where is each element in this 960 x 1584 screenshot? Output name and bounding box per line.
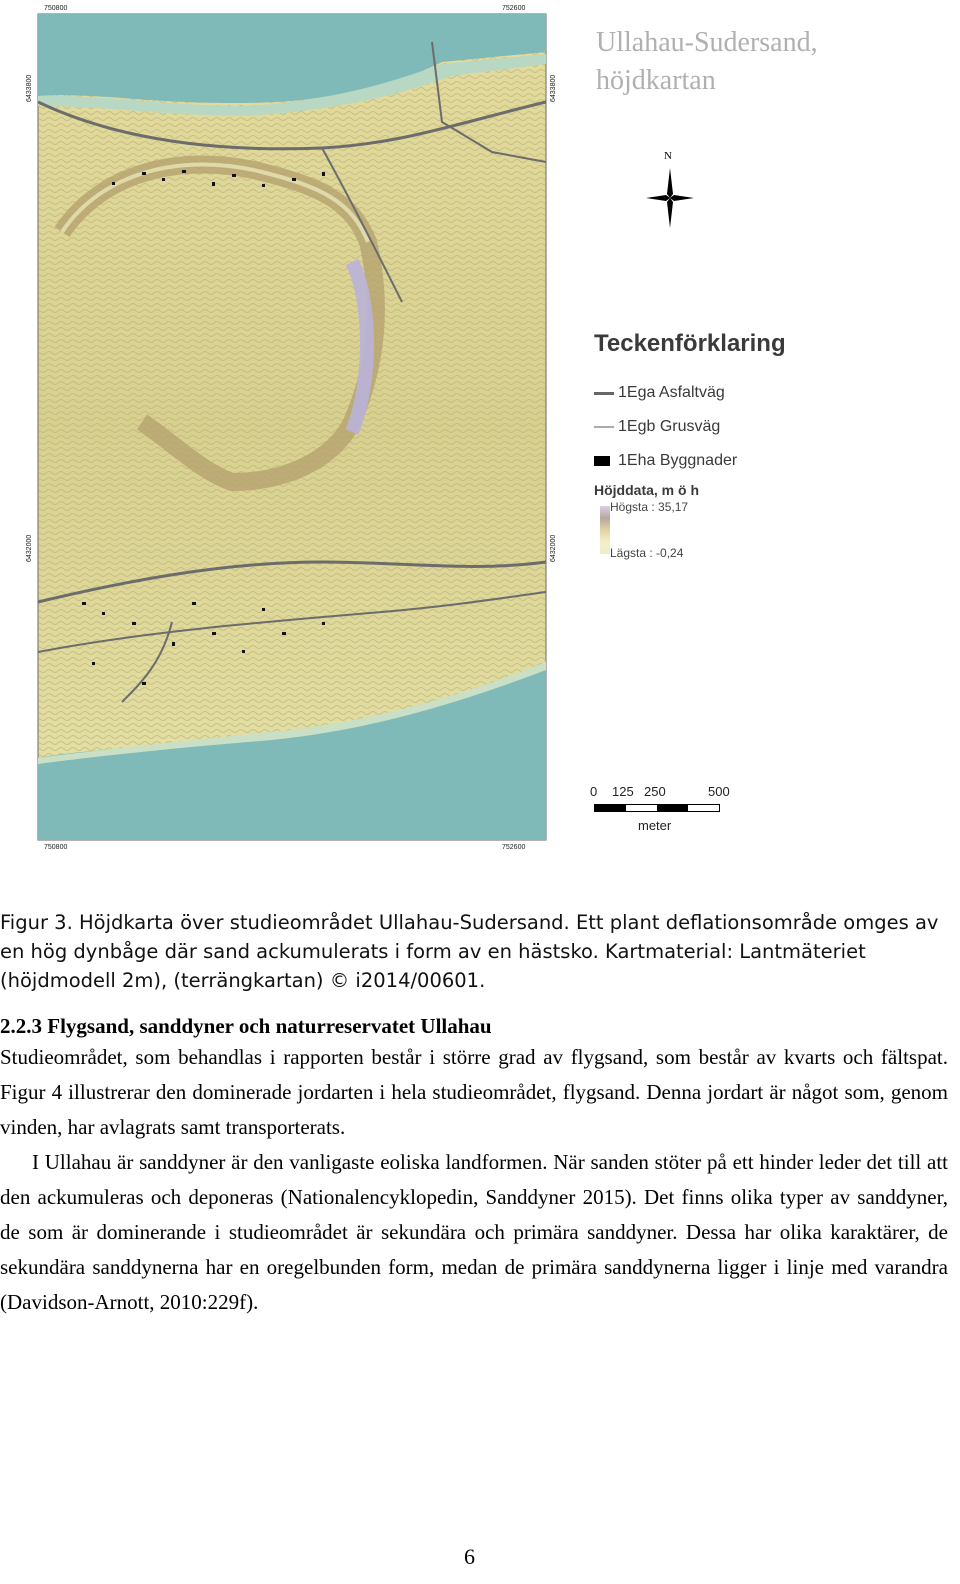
height-highest: Högsta : 35,17: [610, 500, 689, 514]
scale-tick-0: 0: [590, 784, 598, 799]
height-map: [22, 2, 560, 858]
map-title: Ullahau-Sudersand, höjdkartan: [596, 27, 818, 96]
body-text: [0, 1040, 948, 1320]
legend-item-asfalt: 1Ega Asfaltväg: [594, 376, 914, 410]
coord-bottom-left: 750800: [44, 844, 68, 851]
height-data-title: Höjddata, m ö h: [594, 482, 699, 498]
legend-item-grus: 1Egb Grusväg: [594, 410, 914, 444]
section-heading: 2.2.3 Flygsand, sanddyner och naturreservatet Ullahau: [0, 1014, 492, 1038]
coord-bottom-right: 752600: [502, 844, 526, 851]
scale-bar-graphic-icon: [594, 804, 720, 812]
height-lowest: Lägsta : -0,24: [610, 546, 684, 560]
map-legend: [594, 330, 914, 562]
legend-item-byggnader: 1Eha Byggnader: [594, 444, 914, 478]
scale-tick-125: 125: [612, 784, 634, 799]
paragraph: I Ullahau är sanddyner är den vanligaste eoliska landformen. När sanden stöter på ett hinder leder det till att den ackumuleras och deponeras (Nationalencyklopedin, Sanddyner 2015). Det finns olika typer av sanddyner, de som är dominerande i studieområdet är sekundära och primära sanddyner. Dessa har olika karaktärer, de sekundära sanddynerna har en oregelbunden form, medan de primära sanddynerna ligger i linje med varandra (Davidson-Arnott, 2010:229f).: [0, 1150, 948, 1314]
height-ramp: [594, 500, 914, 562]
building-symbol-icon: [594, 456, 610, 466]
gravel-road-symbol-icon: [594, 426, 614, 428]
coord-top-right: 752600: [502, 5, 526, 12]
legend-title: Teckenförklaring: [594, 330, 786, 357]
figure-caption: Figur 3. Höjdkarta över studieområdet Ullahau-Sudersand. Ett plant deflationsområde omges av en hög dynbåge där sand ackumulerats i form av en hästsko. Kartmaterial: Lantmäteriet (höjdmodell 2m), (terrängkartan) © i2014/00601.: [0, 911, 939, 992]
page-number: 6: [464, 1544, 475, 1569]
coord-top-left: 750800: [44, 5, 68, 12]
coord-right-upper: 6433800: [550, 74, 557, 102]
coord-left-lower: 6432000: [26, 534, 33, 562]
map-image: [22, 2, 560, 858]
coord-left-upper: 6433800: [26, 74, 33, 102]
north-label: N: [664, 150, 672, 162]
coord-right-lower: 6432000: [550, 534, 557, 562]
scale-tick-500: 500: [708, 784, 730, 799]
north-arrow-icon: [640, 150, 700, 230]
paragraph: Studieområdet, som behandlas i rapporten består i större grad av flygsand, som består av kvarts och fältspat. Figur 4 illustrerar den dominerade jordarten i hela studieområdet, flygsand. Denna jordart är något som, genom vinden, har avlagrats samt transporterats.: [0, 1045, 948, 1139]
scale-tick-250: 250: [644, 784, 666, 799]
paved-road-symbol-icon: [594, 392, 614, 395]
color-ramp-icon: [600, 506, 610, 554]
scale-unit: meter: [638, 818, 672, 833]
